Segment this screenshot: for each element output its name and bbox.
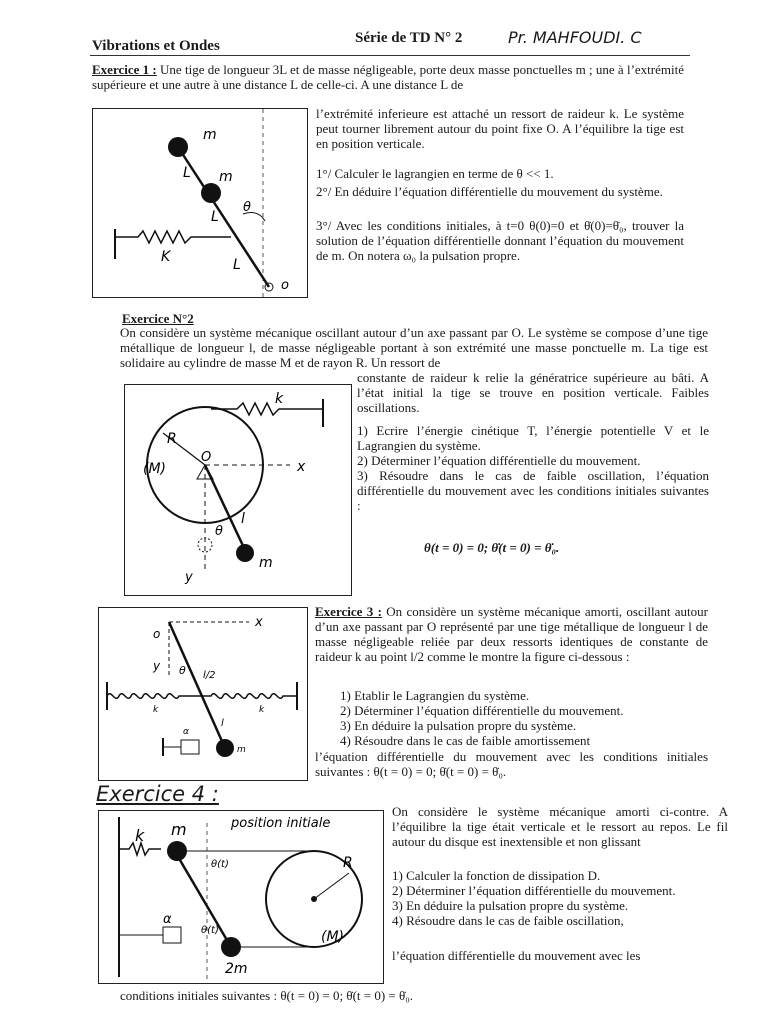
ex1-intro [92, 62, 684, 92]
ex1-label-m-mid: m [219, 169, 233, 185]
ex2-label-y: y [185, 570, 193, 585]
ex2-label-O: O [201, 450, 212, 465]
ex3-question-2: 2) Déterminer l’équation différentielle du mouvement. [340, 703, 624, 718]
header-divider [90, 55, 690, 56]
author-name: Pr. MAHFOUDI. C [508, 28, 642, 47]
ex2-continuation: constante de raideur k relie la génératrice supérieure au bâti. A l’état initial la tige se trouve en position verticale. Faibles oscillations. [357, 370, 709, 415]
ex2-question-1: 1) Ecrire l’énergie cinétique T, l’énergie potentielle V et le Lagrangien du système. [357, 423, 709, 453]
ex1-label-L1: L [183, 165, 191, 181]
ex1-diagram [93, 109, 307, 297]
series-title: Série de TD N° 2 [355, 30, 463, 46]
ex3-spring-right [195, 694, 297, 699]
ex3-label-alpha: α [183, 727, 189, 737]
ex1-spring [115, 231, 231, 243]
ex2-question-3: 3) Résoudre dans le cas de faible oscillation, l’équation différentielle du mouvement avec les conditions initiales suivantes : [357, 468, 709, 513]
ex4-label-M: (M) [321, 929, 345, 945]
ex2-label-k: k [275, 391, 284, 407]
ex4-label-2m: 2m [225, 961, 248, 977]
ex2-figure [124, 384, 352, 596]
ex2-label-theta: θ [215, 524, 223, 539]
ex1-text1: Une tige de longueur 3L et de masse négligeable, porte deux masse ponctuelles m ; une à l’extrémité supérieure et une autre à une distance L de celle-ci. A une distance L de [92, 62, 685, 92]
ex3-rod [169, 622, 225, 748]
ex1-question-2: 2°/ En déduire l’équation différentielle du mouvement du système. [316, 184, 663, 199]
ex3-label-k1: k [153, 705, 159, 715]
ex3-label-y: y [153, 659, 161, 673]
ex1-question-3: 3°/ Avec les conditions initiales, à t=0 θ(0)=0 et θ̇(0)=θ̇₀, trouver la solution de l’équation différentielle donnant l’équation du mouvement de m. On notera ω₀ la pulsation propre. [316, 218, 684, 263]
ex3-label-half: l/2 [203, 670, 216, 681]
ex1-label-k: K [161, 249, 171, 265]
ex3-question-3: 3) En déduire la pulsation propre du système. [340, 718, 577, 733]
ex4-tail: l’équation différentielle du mouvement avec les [392, 948, 641, 963]
ex2-mass [236, 544, 254, 562]
ex3-diagram [99, 608, 307, 780]
ex4-question-1: 1) Calculer la fonction de dissipation D. [392, 868, 601, 883]
ex2-label-x: x [297, 459, 306, 475]
ex3-label-o: o [153, 627, 161, 641]
ex2-label-R: R [167, 431, 177, 447]
ex4-label-theta1: θ(t) [211, 859, 229, 870]
ex3-label-l: l [221, 718, 224, 729]
ex4-title: Exercice 4 : [96, 782, 219, 806]
ex2-question-2: 2) Déterminer l’équation différentielle du mouvement. [357, 453, 641, 468]
ex4-diagram [99, 811, 383, 983]
ex1-label-theta: θ [243, 200, 251, 215]
ex4-mass-top [167, 841, 187, 861]
course-title: Vibrations et Ondes [92, 38, 220, 54]
ex3-figure [98, 607, 308, 781]
ex3-intro-text: On considère un système mécanique amorti, oscillant autour d’un axe passant par O représenté par une tige métallique de longueur l de masse négligeable reliée par deux ressorts identiques de constante de raideur k au point l/2 comme le montre la figure ci-dessous : [315, 604, 708, 664]
ex4-label-k: k [135, 826, 145, 845]
ex4-mass-bottom [221, 937, 241, 957]
ex4-question-2: 2) Déterminer l’équation différentielle du mouvement. [392, 883, 676, 898]
ex3-label-x: x [255, 615, 263, 630]
ex4-label-theta2: θ(t) [201, 925, 219, 936]
ex1-figure [92, 108, 308, 298]
ex3-question-4: 4) Résoudre dans le cas de faible amortissement [340, 733, 591, 748]
ex1-label-L3: L [233, 257, 241, 273]
ex3-title: Exercice 3 : [315, 604, 382, 619]
ex2-label-M: (M) [143, 461, 167, 477]
ex2-intro: On considère un système mécanique oscillant autour d’un axe passant par O. Le système se compose d’une tige métallique de longueur l, de masse négligeable portant à son extrémité une masse ponctuelle m. La tige est solidaire au cylindre de masse M et de rayon R. Un ressort de [120, 325, 708, 370]
ex2-label-l: l [241, 511, 245, 527]
ex1-rod [178, 147, 269, 287]
ex2-initial-conditions: θ(t = 0) = 0; θ̇(t = 0) = θ̇₀. [424, 540, 560, 555]
ex3-label-m: m [237, 745, 246, 755]
ex4-initial-conditions: conditions initiales suivantes : θ(t = 0) = 0; θ̇(t = 0) = θ̇₀. [120, 988, 414, 1003]
ex1-label-o: o [281, 278, 289, 293]
ex1-mass-top [168, 137, 188, 157]
ex4-intro: On considère le système mécanique amorti ci-contre. A l’équilibre la tige était verticale et le ressort au repos. Le fil autour du disque est inextensible et non glissant [392, 804, 728, 849]
ex4-question-3: 3) En déduire la pulsation propre du système. [392, 898, 629, 913]
ex3-tail: l’équation différentielle du mouvement avec les conditions initiales suivantes : θ(t = 0) = 0; θ̇(t = 0) = θ̇₀. [315, 749, 708, 779]
ex2-rod [205, 465, 245, 550]
ex4-question-4: 4) Résoudre dans le cas de faible oscillation, [392, 913, 624, 928]
ex1-description: l’extrémité inferieure est attaché un ressort de raideur k. Le système peut tourner librement autour du point fixe O. A l’équilibre la tige est en position verticale. [316, 106, 684, 151]
ex4-questions [392, 868, 728, 928]
ex4-label-alpha: α [163, 912, 172, 927]
ex1-label-L2: L [211, 209, 219, 225]
ex1-label-m-top: m [203, 127, 217, 143]
ex2-label-m: m [259, 555, 273, 571]
ex3-label-theta: θ [179, 664, 186, 677]
ex2-diagram [125, 385, 351, 595]
ex1-title: Exercice 1 : [92, 62, 157, 77]
ex2-spring [211, 403, 323, 415]
ex4-label-position: position initiale [231, 816, 331, 831]
ex3-damper [181, 740, 199, 754]
ex3-mass [216, 739, 234, 757]
ex3-question-1: 1) Etablir le Lagrangien du système. [340, 688, 530, 703]
ex1-mass-middle [201, 183, 221, 203]
ex3-label-k2: k [259, 705, 265, 715]
ex3-intro [315, 604, 708, 664]
ex3-questions [340, 688, 708, 748]
ex4-label-m: m [171, 820, 187, 839]
ex4-label-R: R [343, 855, 353, 871]
ex3-spring-left [107, 694, 195, 699]
ex4-damper [163, 927, 181, 943]
ex4-disk-radius [314, 873, 349, 899]
ex4-figure [98, 810, 384, 984]
ex1-question-1: 1°/ Calculer le lagrangien en terme de θ << 1. [316, 166, 554, 181]
ex2-title: Exercice N°2 [122, 311, 194, 326]
ex2-questions [357, 423, 709, 513]
